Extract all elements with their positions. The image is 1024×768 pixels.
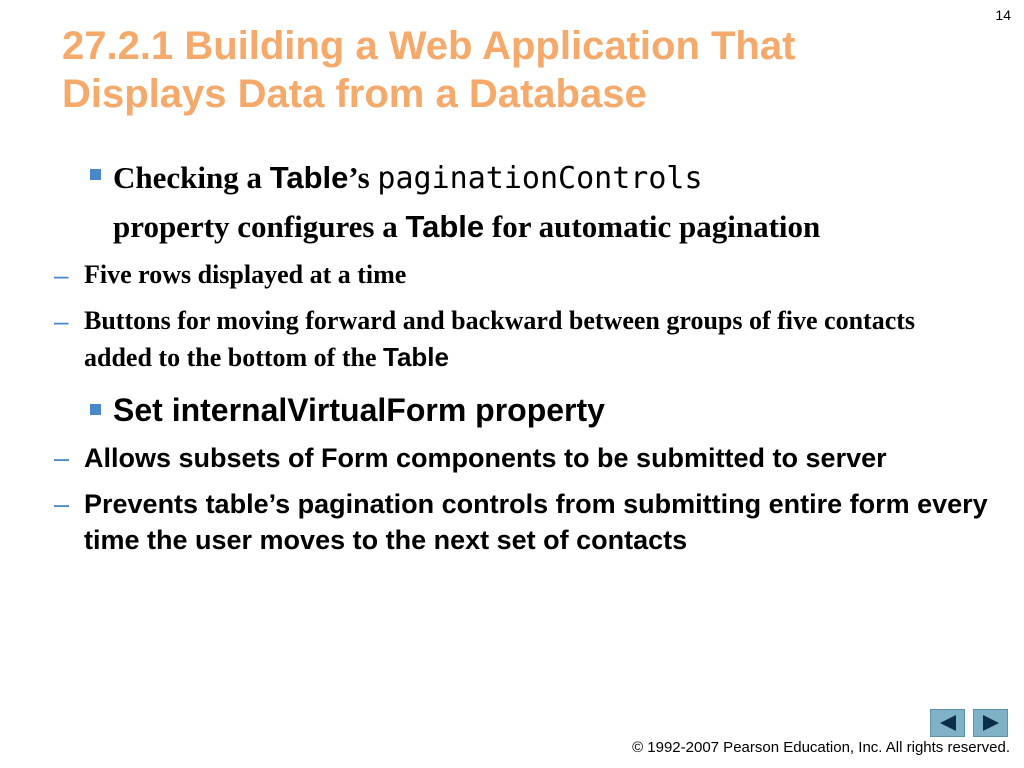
triangle-left-icon — [938, 714, 958, 732]
sub-bullet-1-2-text: Buttons for moving forward and backward between groups of five contacts added to the bottom of the Table — [84, 306, 916, 372]
next-slide-button[interactable] — [973, 709, 1008, 737]
bullet-2-text: Set internalVirtualForm property — [113, 392, 605, 428]
previous-slide-button[interactable] — [930, 709, 965, 737]
sub-bullet-2-1-text: Allows subsets of Form components to be submitted to server — [84, 443, 887, 473]
square-bullet-icon — [90, 404, 101, 415]
triangle-right-icon — [981, 714, 1001, 732]
slide-title: 27.2.1 Building a Web Application That Displays Data from a Database — [62, 24, 796, 116]
sub-bullet-1-1 — [0, 257, 988, 293]
sub-bullet-1-2 — [0, 303, 988, 376]
sub-bullet-1-1-text: Five rows displayed at a time — [84, 260, 407, 289]
page-number: 14 — [995, 7, 1011, 23]
slide-navigation — [930, 709, 1008, 737]
dash-bullet-icon: – — [54, 489, 70, 519]
slide-body — [54, 154, 988, 558]
dash-bullet-icon: – — [54, 260, 69, 290]
bullet-1 — [88, 154, 988, 251]
dash-bullet-icon: – — [54, 306, 69, 336]
bullet-1-text: Checking a Table’s paginationControls property configures a Table for automatic pagination — [113, 160, 821, 244]
dash-bullet-icon: – — [54, 443, 70, 473]
bullet-2 — [88, 390, 988, 430]
sub-bullet-2-2-text: Prevents table’s pagination controls from submitting entire form every time the user moves to the next set of contacts — [84, 489, 988, 555]
sub-bullet-2-2 — [0, 486, 988, 558]
copyright-footer: © 1992-2007 Pearson Education, Inc. All rights reserved. — [632, 739, 1010, 756]
square-bullet-icon — [90, 169, 101, 180]
sub-bullet-2-1 — [0, 440, 988, 476]
